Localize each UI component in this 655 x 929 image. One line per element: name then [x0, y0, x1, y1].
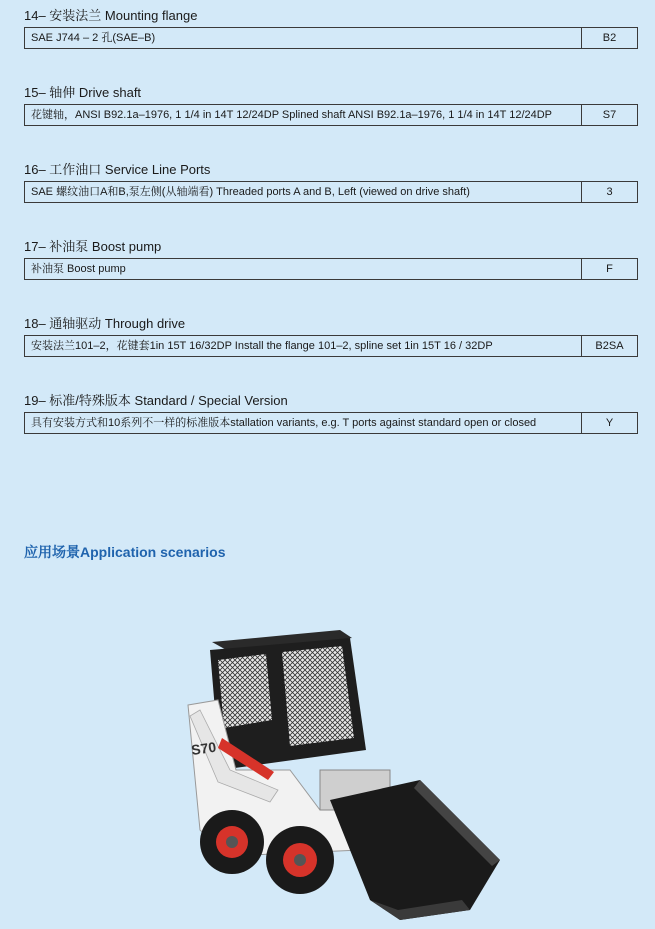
- section-mounting-flange: [24, 8, 638, 49]
- spec-description: 补油泵 Boost pump: [25, 259, 582, 279]
- spec-code: Y: [605, 417, 614, 429]
- spec-row: [24, 181, 638, 203]
- spec-code: S7: [602, 109, 617, 121]
- section-standard-special-version: [24, 393, 638, 434]
- spec-description: SAE J744 – 2 孔(SAE–B): [25, 28, 582, 48]
- spec-description: 安装法兰101–2，花键套1in 15T 16/32DP Install the flange 101–2, spline set 1in 15T 16 / 32DP: [25, 336, 582, 356]
- section-title: 15– 轴伸 Drive shaft: [24, 85, 142, 100]
- spec-code: F: [606, 263, 613, 275]
- spec-row: [24, 412, 638, 434]
- section-title: 18– 通轴驱动 Through drive: [24, 316, 186, 331]
- section-service-line-ports: [24, 162, 638, 203]
- section-through-drive: [24, 316, 638, 357]
- spec-code: 3: [606, 186, 613, 198]
- skid-steer-loader-image: [170, 620, 510, 925]
- spec-code: B2: [602, 32, 617, 44]
- loader-model-text: S70: [190, 738, 218, 758]
- section-title: 17– 补油泵 Boost pump: [24, 239, 162, 254]
- section-title: 16– 工作油口 Service Line Ports: [24, 162, 211, 177]
- section-drive-shaft: [24, 85, 638, 126]
- spec-row: [24, 335, 638, 357]
- spec-row: [24, 104, 638, 126]
- spec-description: 具有安装方式和10系列不一样的标准版本stallation variants, e.g. T ports against standard open or closed: [25, 413, 582, 433]
- spec-row: [24, 27, 638, 49]
- spec-row: [24, 258, 638, 280]
- section-boost-pump: [24, 239, 638, 280]
- section-title: 14– 安装法兰 Mounting flange: [24, 8, 198, 23]
- spec-code: B2SA: [595, 340, 624, 352]
- spec-description: 花键轴，ANSI B92.1a–1976, 1 1/4 in 14T 12/24DP Splined shaft ANSI B92.1a–1976, 1 1/4 in 14T 12/24DP: [25, 105, 582, 125]
- section-title: 19– 标准/特殊版本 Standard / Special Version: [24, 393, 288, 408]
- spec-description: SAE 螺纹油口A和B,泵左侧(从轴端看) Threaded ports A and B, Left (viewed on drive shaft): [25, 182, 582, 202]
- application-scenarios-heading: 应用场景Application scenarios: [24, 544, 226, 560]
